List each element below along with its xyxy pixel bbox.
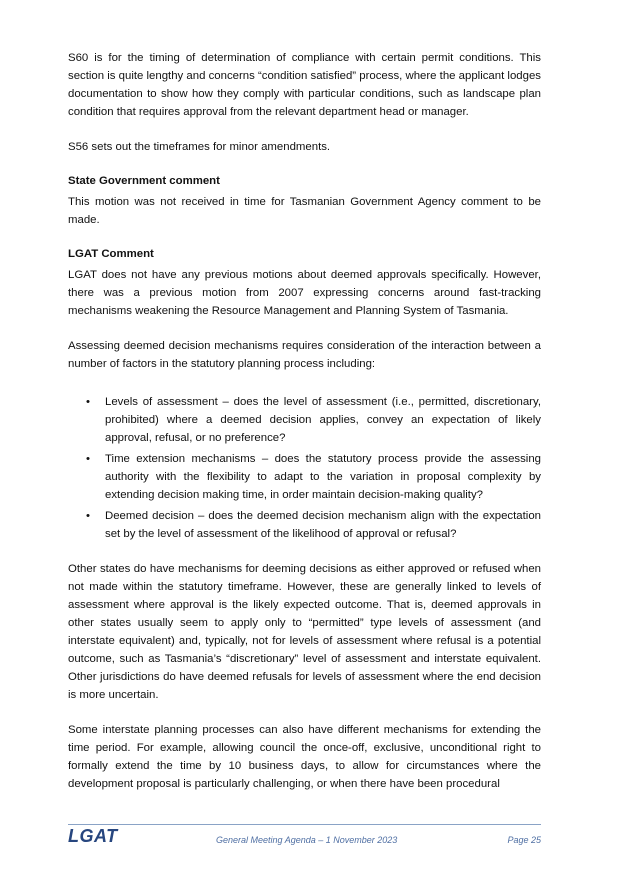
list-item-text: Levels of assessment – does the level of assessment (i.e., permitted, discretionary, prohibited) where a deemed decision applies, convey an expectation of likely approval, refusal, or no preference? (105, 396, 541, 444)
bullet-icon: • (86, 510, 90, 522)
page-body (68, 49, 541, 793)
paragraph-interstate-processes: Some interstate planning processes can also have different mechanisms for extending the time period. For example, allowing council the once-off, exclusive, unconditional right to formally extend the time by 10 business days, to allow for circumstances where the development proposal is particularly challenging, or when there have been procedural (68, 724, 541, 790)
list-item (68, 450, 541, 504)
list-item (68, 393, 541, 447)
bullet-icon: • (86, 396, 90, 408)
footer-meeting-title: General Meeting Agenda – 1 November 2023 (216, 835, 398, 845)
heading-state-government-comment: State Government comment (68, 175, 220, 187)
page-number: Page 25 (507, 835, 541, 845)
footer-divider (68, 824, 541, 825)
lgat-logo: LGAT (68, 826, 118, 846)
paragraph-s56: S56 sets out the timeframes for minor amendments. (68, 141, 331, 153)
paragraph-s60: S60 is for the timing of determination of compliance with certain permit conditions. This section is quite lengthy and concerns “condition satisfied” process, where the applicant lodges documentation to show how they comply with particular conditions, such as landscape plan condition that requires approval from the relevant department head or manager. (68, 52, 541, 118)
paragraph-state-comment: This motion was not received in time for Tasmanian Government Agency comment to be made. (68, 196, 541, 226)
list-item-text: Deemed decision – does the deemed decision mechanism align with the expectation set by the level of assessment of the likelihood of approval or refusal? (105, 510, 541, 540)
list-item (68, 507, 541, 543)
paragraph-deemed-decision-factors: Assessing deemed decision mechanisms requires consideration of the interaction between a number of factors in the statutory planning process including: (68, 340, 541, 370)
factors-list (68, 393, 541, 543)
bullet-icon: • (86, 453, 90, 465)
heading-lgat-comment: LGAT Comment (68, 248, 154, 260)
paragraph-lgat-previous-motions: LGAT does not have any previous motions about deemed approvals specifically. However, there was a previous motion from 2007 expressing concerns around fast-tracking mechanisms weakening the Resource Management and Planning System of Tasmania. (68, 269, 541, 317)
list-item-text: Time extension mechanisms – does the statutory process provide the assessing authority with the flexibility to adapt to the variation in proposal complexity by extending decision making time, in order maintain decision-making quality? (105, 453, 541, 501)
paragraph-other-states: Other states do have mechanisms for deeming decisions as either approved or refused when not made within the statutory timeframe. However, these are generally linked to levels of assessment where approval is the likely expected outcome. That is, deemed approvals in other states usually seem to apply only to “permitted” type levels of assessment (and interstate equivalent) and, typically, not for levels of assessment where refusal is a potential outcome, such as Tasmania’s “discretionary” level of assessment and interstate equivalent. Other jurisdictions do have deemed refusals for levels of assessment where the end decision is more uncertain. (68, 563, 541, 701)
